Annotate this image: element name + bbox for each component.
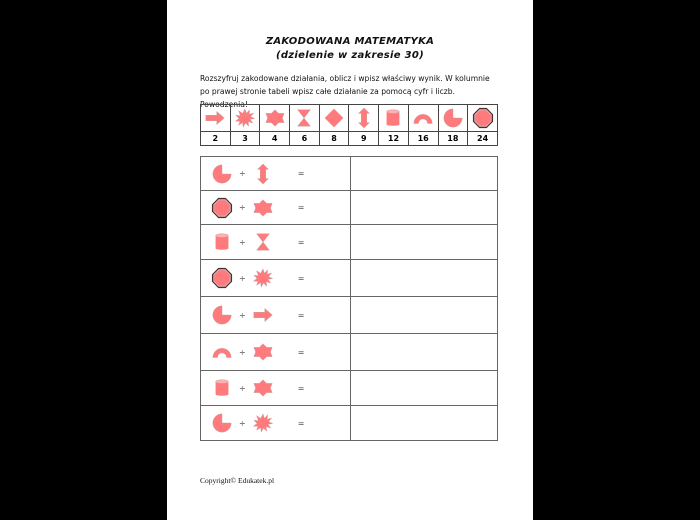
- key-symbol-cylinder: [379, 105, 409, 132]
- exercise-row: [201, 191, 498, 225]
- equals-sign: =: [297, 347, 305, 357]
- burst-icon: [252, 412, 274, 434]
- coded-expression: [201, 191, 351, 225]
- answer-cell[interactable]: [351, 406, 498, 441]
- key-value: 18: [438, 132, 468, 146]
- key-symbol-double-arrow: [349, 105, 379, 132]
- divide-sign: ÷: [239, 310, 246, 320]
- octagon-icon: [211, 197, 233, 219]
- worksheet-page: [167, 0, 533, 520]
- divide-sign: ÷: [239, 383, 246, 393]
- hexagon-icon: [252, 377, 274, 399]
- key-symbol-burst: [230, 105, 260, 132]
- divide-sign: ÷: [239, 273, 246, 283]
- arrow-icon: [252, 304, 274, 326]
- exercise-row: [201, 406, 498, 441]
- equals-sign: =: [297, 383, 305, 393]
- equals-sign: =: [297, 273, 305, 283]
- copyright: Copyright© Edukatek.pl: [200, 476, 275, 485]
- divide-sign: ÷: [239, 203, 246, 212]
- answer-cell[interactable]: [351, 334, 498, 371]
- arc-icon: [211, 341, 233, 363]
- divide-sign: ÷: [239, 169, 246, 178]
- key-symbol-arrow: [201, 105, 231, 132]
- pie-icon: [211, 304, 233, 326]
- hexagon-icon: [264, 107, 286, 129]
- exercise-row: [201, 297, 498, 334]
- divide-sign: ÷: [239, 347, 246, 357]
- hexagon-icon: [252, 341, 274, 363]
- coded-expression: [201, 260, 351, 297]
- key-symbol-hexagon: [260, 105, 290, 132]
- octagon-icon: [211, 267, 233, 289]
- coded-expression: [201, 406, 351, 441]
- exercise-row: [201, 225, 498, 260]
- arc-icon: [412, 107, 434, 129]
- key-value: 12: [379, 132, 409, 146]
- key-value: 2: [201, 132, 231, 146]
- answer-cell[interactable]: [351, 225, 498, 260]
- exercise-row: [201, 157, 498, 191]
- pie-icon: [211, 163, 233, 185]
- equals-sign: =: [297, 169, 305, 178]
- divide-sign: ÷: [239, 418, 246, 428]
- answer-cell[interactable]: [351, 191, 498, 225]
- key-table: [200, 104, 498, 146]
- key-symbol-pie: [438, 105, 468, 132]
- cylinder-icon: [211, 377, 233, 399]
- octagon-icon: [472, 107, 494, 129]
- burst-icon: [234, 107, 256, 129]
- hourglass-icon: [252, 231, 274, 253]
- key-value: 9: [349, 132, 379, 146]
- instructions: Rozszyfruj zakodowane działania, oblicz i wpisz właściwy wynik. W kolumnie po prawej stronie tabeli wpisz całe działanie za pomocą cyfr i liczb. Powodzenia!: [200, 74, 490, 109]
- hexagon-icon: [252, 197, 274, 219]
- burst-icon: [252, 267, 274, 289]
- key-symbol-hourglass: [290, 105, 320, 132]
- equals-sign: =: [297, 418, 305, 428]
- key-value: 6: [290, 132, 320, 146]
- answer-cell[interactable]: [351, 260, 498, 297]
- coded-expression: [201, 297, 351, 334]
- answer-cell[interactable]: [351, 371, 498, 406]
- coded-expression: [201, 334, 351, 371]
- page-subtitle: (dzielenie w zakresie 30): [275, 50, 425, 61]
- key-value: 16: [408, 132, 438, 146]
- answer-cell[interactable]: [351, 157, 498, 191]
- equals-sign: =: [297, 310, 305, 320]
- diamond-icon: [323, 107, 345, 129]
- cylinder-icon: [211, 231, 233, 253]
- hourglass-icon: [293, 107, 315, 129]
- equals-sign: =: [297, 203, 305, 212]
- equals-sign: =: [297, 237, 305, 247]
- coded-expression: [201, 157, 351, 191]
- key-symbol-arc: [408, 105, 438, 132]
- key-value: 8: [319, 132, 349, 146]
- coded-expression: [201, 371, 351, 406]
- double-arrow-icon: [353, 107, 375, 129]
- key-symbol-diamond: [319, 105, 349, 132]
- answer-cell[interactable]: [351, 297, 498, 334]
- coded-expression: [201, 225, 351, 260]
- key-value: 24: [468, 132, 498, 146]
- exercise-row: [201, 334, 498, 371]
- pie-icon: [442, 107, 464, 129]
- exercise-row: [201, 371, 498, 406]
- cylinder-icon: [382, 107, 404, 129]
- exercise-row: [201, 260, 498, 297]
- exercise-table: [200, 156, 498, 441]
- arrow-icon: [204, 107, 226, 129]
- key-value: 4: [260, 132, 290, 146]
- double-arrow-icon: [252, 163, 274, 185]
- key-value: 3: [230, 132, 260, 146]
- page-title: ZAKODOWANA MATEMATYKA: [265, 36, 435, 47]
- key-symbol-octagon: [468, 105, 498, 132]
- pie-icon: [211, 412, 233, 434]
- divide-sign: ÷: [239, 237, 246, 247]
